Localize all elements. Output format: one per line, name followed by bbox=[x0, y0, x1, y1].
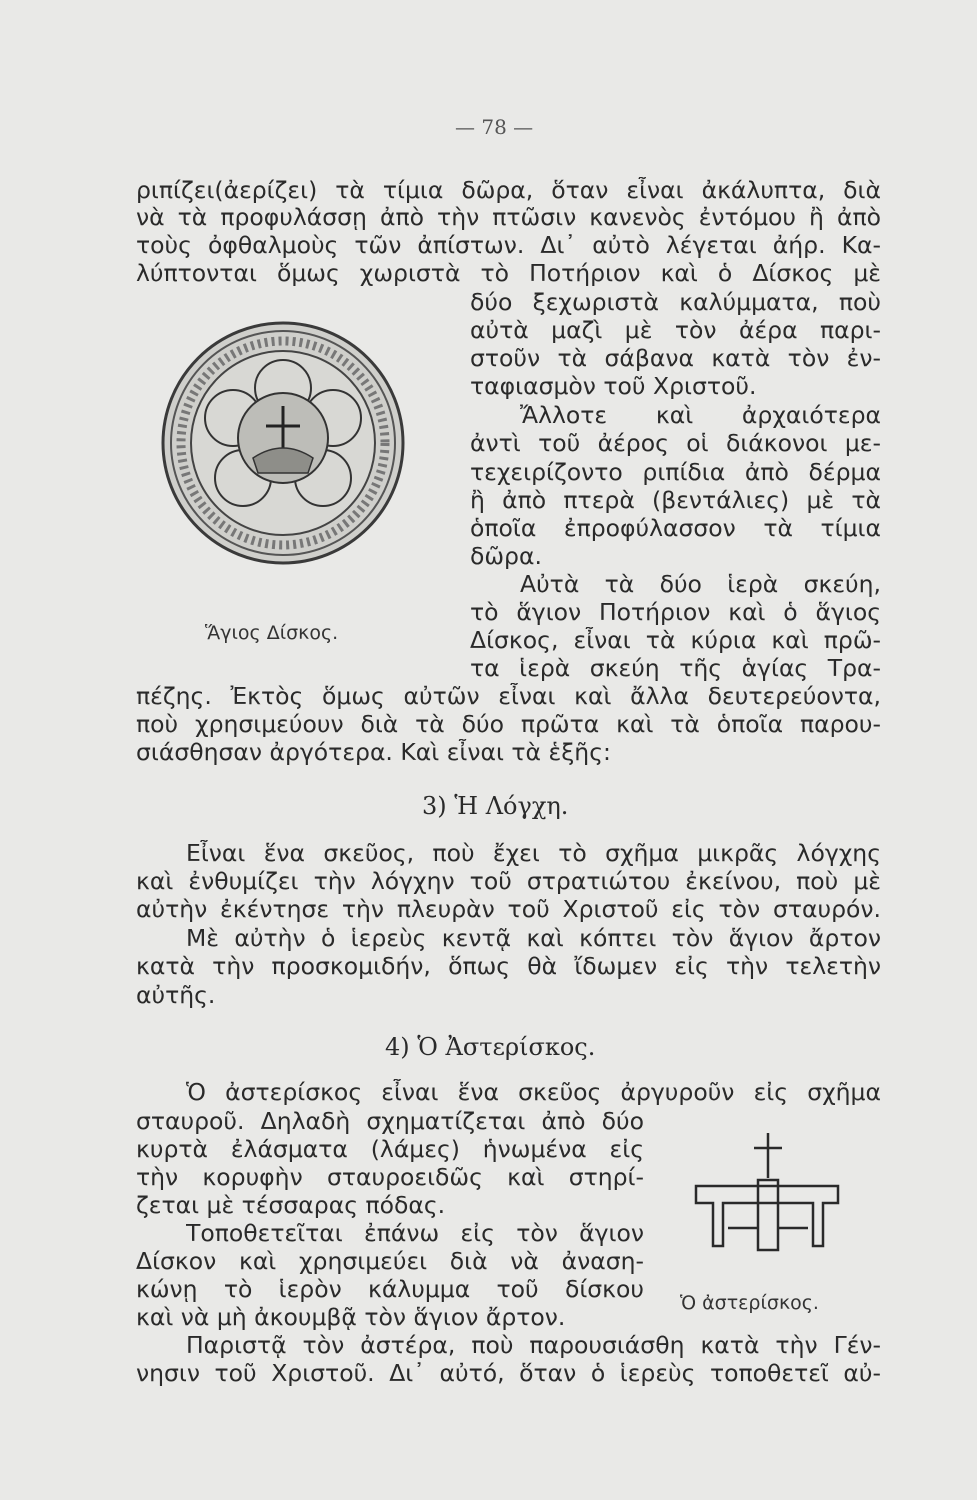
text-line: αὐτῆς. bbox=[136, 982, 216, 1009]
text-line: Ἄλλοτε καὶ ἀρχαιότερα bbox=[520, 402, 881, 429]
text-line: σταυροῦ. Δηλαδὴ σχηματίζεται ἀπὸ δύο bbox=[136, 1108, 644, 1135]
text-line: Παριστᾷ τὸν ἀστέρα, ποὺ παρουσιάσθη κατὰ τὴν Γέν- bbox=[186, 1332, 881, 1359]
asteriskos-illustration bbox=[688, 1128, 848, 1278]
text-line: νὰ τὰ προφυλάσσῃ ἀπὸ τὴν πτῶσιν κανενὸς ἐντόμου ἢ ἀπὸ bbox=[136, 204, 881, 231]
text-line: ποὺ χρησιμεύουν διὰ τὰ δύο πρῶτα καὶ τὰ ὁποῖα παρου- bbox=[136, 711, 881, 738]
section-heading-lance: 3) Ἡ Λόγχη. bbox=[422, 792, 569, 820]
section-heading-asteriskos: 4) Ὁ Ἀστερίσκος. bbox=[385, 1033, 596, 1061]
text-line: κώνῃ τὸ ἱερὸν κάλυμμα τοῦ δίσκου bbox=[136, 1276, 644, 1303]
text-line: ταφιασμὸν τοῦ Χριστοῦ. bbox=[470, 373, 757, 400]
text-line: ζεται μὲ τέσσαρας πόδας. bbox=[136, 1192, 446, 1219]
text-line: αὐτὰ μαζὶ μὲ τὸν ἀέρα παρι- bbox=[470, 317, 881, 344]
page-number: — 78 — bbox=[455, 115, 534, 139]
text-line: τα ἱερὰ σκεύη τῆς ἁγίας Τρα- bbox=[470, 655, 881, 682]
text-line: Εἶναι ἕνα σκεῦος, ποὺ ἔχει τὸ σχῆμα μικρᾶς λόγχης bbox=[186, 840, 881, 867]
text-line: τεχειρίζοντο ριπίδια ἀπὸ δέρμα bbox=[470, 459, 881, 486]
text-line: δύο ξεχωριστὰ καλύμματα, ποὺ bbox=[470, 289, 881, 316]
text-line: στοῦν τὰ σάβανα κατὰ τὸν ἐν- bbox=[470, 345, 881, 372]
text-line: καὶ ἐνθυμίζει τὴν λόγχην τοῦ στρατιώτου ἐκείνου, ποὺ μὲ bbox=[136, 868, 881, 895]
text-line: ὁποῖα ἐπροφύλασσον τὰ τίμια bbox=[470, 515, 881, 542]
text-line: Δίσκος, εἶναι τὰ κύρια καὶ πρῶ- bbox=[470, 627, 881, 654]
paten-caption: Ἅγιος Δίσκος. bbox=[205, 622, 339, 644]
text-line: πέζης. Ἐκτὸς ὅμως αὐτῶν εἶναι καὶ ἄλλα δευτερεύοντα, bbox=[136, 683, 881, 710]
text-line: Τοποθετεῖται ἐπάνω εἰς τὸν ἅγιον bbox=[186, 1220, 644, 1247]
text-line: Δίσκον καὶ χρησιμεύει διὰ νὰ ἀναση- bbox=[136, 1248, 644, 1275]
text-line: λύπτονται ὅμως χωριστὰ τὸ Ποτήριον καὶ ὁ Δίσκος μὲ bbox=[136, 260, 881, 287]
text-line: τοὺς ὀφθαλμοὺς τῶν ἀπίστων. Δι᾿ αὐτὸ λέγεται ἀήρ. Κα- bbox=[136, 232, 881, 259]
text-line: τὴν κορυφὴν σταυροειδῶς καὶ στηρί- bbox=[136, 1164, 644, 1191]
text-line: κατὰ τὴν προσκομιδήν, ὅπως θὰ ἴδωμεν εἰς τὴν τελετὴν bbox=[136, 953, 881, 980]
text-line: Μὲ αὐτὴν ὁ ἱερεὺς κεντᾷ καὶ κόπτει τὸν ἅγιον ἄρτον bbox=[186, 925, 881, 952]
text-line: σιάσθησαν ἀργότερα. Καὶ εἶναι τὰ ἑξῆς: bbox=[136, 739, 611, 766]
text-line: δῶρα. bbox=[470, 543, 542, 570]
text-line: Αὐτὰ τὰ δύο ἱερὰ σκεύη, bbox=[520, 571, 881, 598]
text-line: νησιν τοῦ Χριστοῦ. Δι᾿ αὐτό, ὅταν ὁ ἱερεὺς τοποθετεῖ αὐ- bbox=[136, 1360, 881, 1387]
text-line: τὸ ἅγιον Ποτήριον καὶ ὁ ἅγιος bbox=[470, 599, 881, 626]
text-line: ριπίζει(ἀερίζει) τὰ τίμια δῶρα, ὅταν εἶναι ἀκάλυπτα, διὰ bbox=[136, 177, 881, 204]
text-line: ἢ ἀπὸ πτερὰ (βεντάλιες) μὲ τὰ bbox=[470, 487, 881, 514]
text-line: Ὁ ἀστερίσκος εἶναι ἕνα σκεῦος ἀργυροῦν εἰς σχῆμα bbox=[186, 1079, 881, 1106]
text-line: ἀντὶ τοῦ ἀέρος οἱ διάκονοι με- bbox=[470, 430, 881, 457]
text-line: αὐτὴν ἐκέντησε τὴν πλευρὰν τοῦ Χριστοῦ εἰς τὸν σταυρόν. bbox=[136, 896, 881, 923]
text-line: καὶ νὰ μὴ ἀκουμβᾷ τὸν ἅγιον ἄρτον. bbox=[136, 1304, 566, 1331]
asteriskos-caption: Ὁ ἀστερίσκος. bbox=[680, 1292, 819, 1314]
paten-illustration bbox=[158, 318, 408, 568]
text-line: κυρτὰ ἐλάσματα (λάμες) ἡνωμένα εἰς bbox=[136, 1136, 644, 1163]
